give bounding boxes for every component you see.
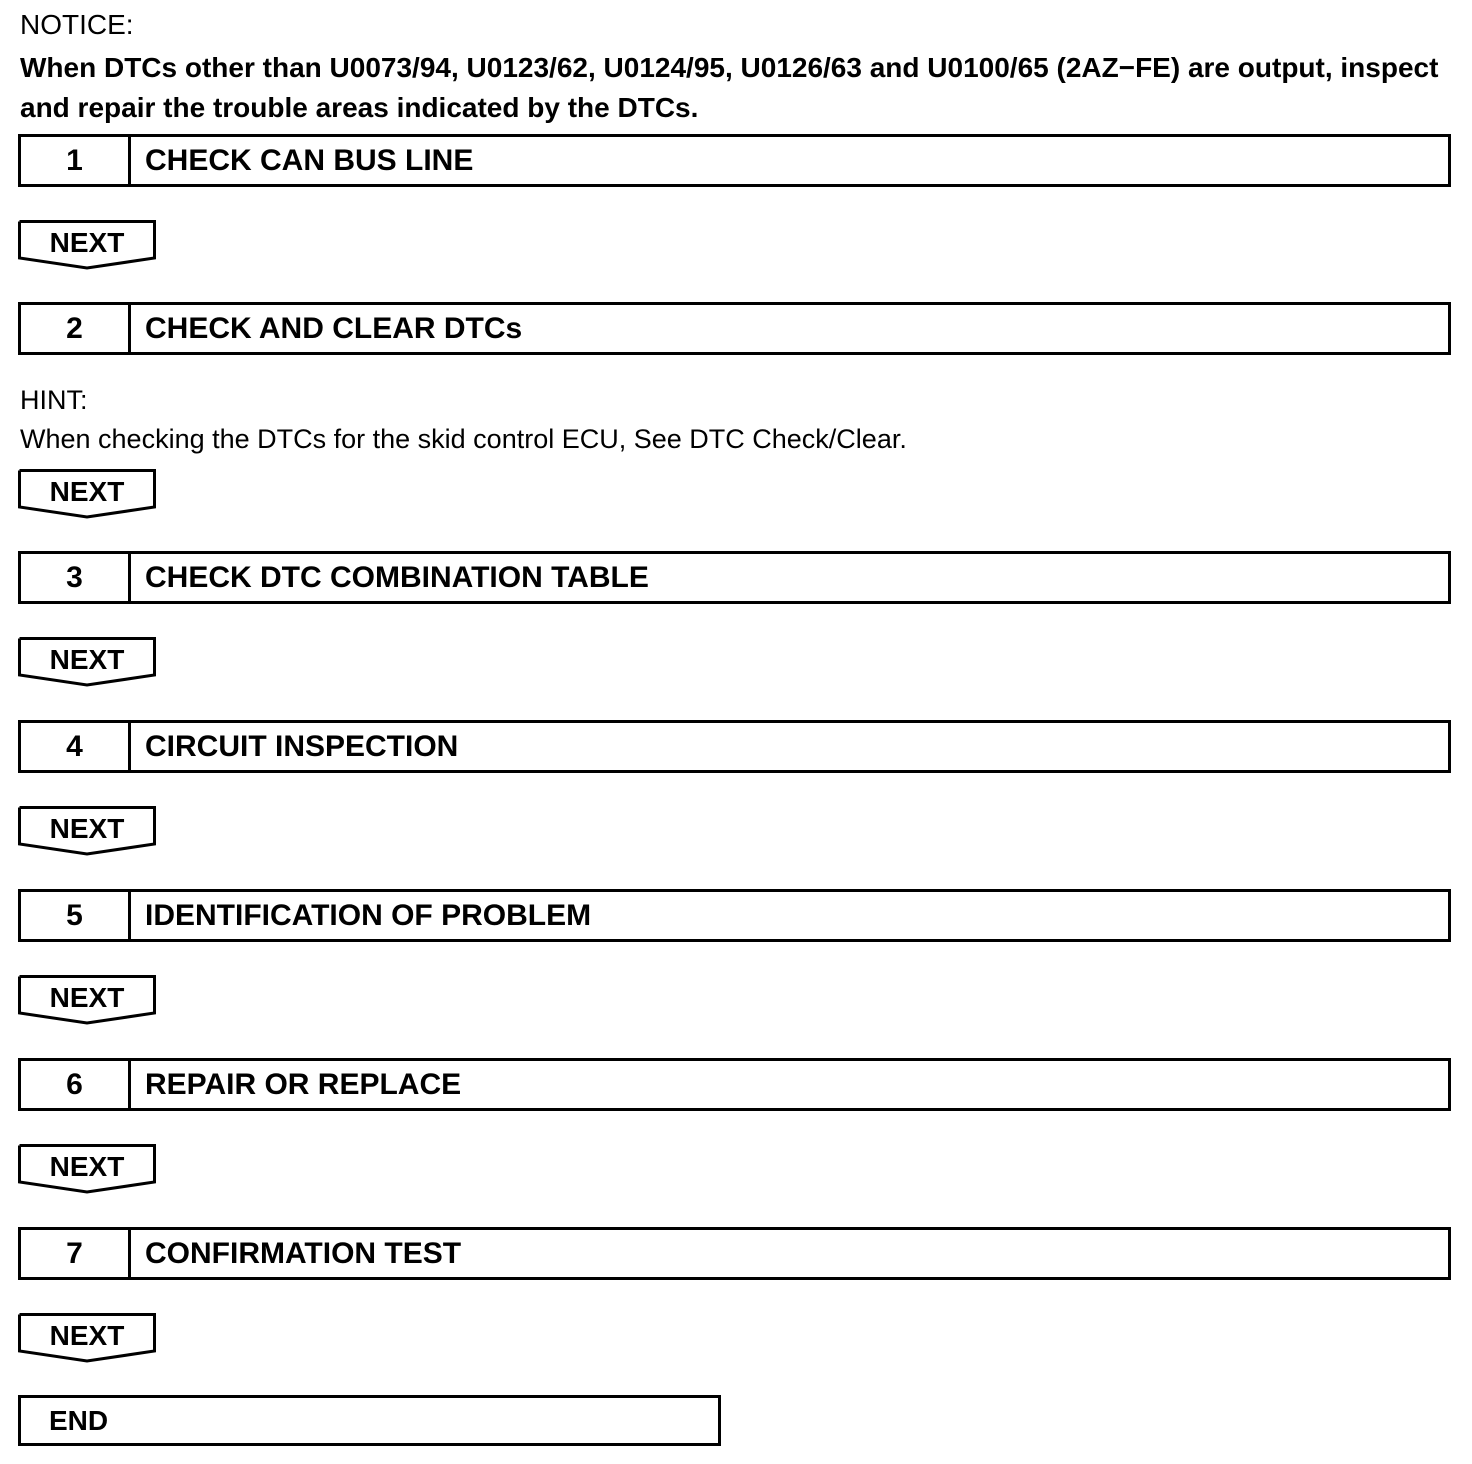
step-number: 5 <box>21 892 131 939</box>
next-label: NEXT <box>49 1320 125 1351</box>
next-arrow-5 <box>18 975 156 1025</box>
step-number: 6 <box>21 1061 131 1108</box>
step-number: 4 <box>21 723 131 770</box>
end-label: END <box>49 1404 109 1436</box>
next-arrow-1 <box>18 220 156 270</box>
next-arrow-4 <box>18 806 156 856</box>
notice-text: When DTCs other than U0073/94, U0123/62, U0124/95, U0126/63 and U0100/65 (2AZ−FE) are output, inspect and repair the trouble areas indicated by the DTCs. <box>20 52 1439 123</box>
step-6-box <box>18 1058 1451 1111</box>
step-1-box <box>18 134 1451 187</box>
next-label: NEXT <box>49 813 125 844</box>
step-title: CIRCUIT INSPECTION <box>145 729 459 763</box>
hint-label: HINT: <box>20 385 88 415</box>
step-title: IDENTIFICATION OF PROBLEM <box>145 898 592 932</box>
step-title: CHECK DTC COMBINATION TABLE <box>145 560 649 594</box>
step-title: CHECK AND CLEAR DTCs <box>145 311 523 345</box>
step-title: REPAIR OR REPLACE <box>145 1067 462 1101</box>
step-3-box <box>18 551 1451 604</box>
step-4-box <box>18 720 1451 773</box>
end-box <box>18 1395 721 1446</box>
step-number: 3 <box>21 554 131 601</box>
next-arrow-6 <box>18 1144 156 1194</box>
next-label: NEXT <box>49 227 125 258</box>
notice-label: NOTICE: <box>20 9 134 40</box>
step-2-box <box>18 302 1451 355</box>
next-label: NEXT <box>49 982 125 1013</box>
step-number: 7 <box>21 1230 131 1277</box>
step-number: 1 <box>21 137 131 184</box>
next-label: NEXT <box>49 1151 125 1182</box>
step-5-box <box>18 889 1451 942</box>
next-arrow-2 <box>18 469 156 519</box>
next-label: NEXT <box>49 476 125 507</box>
hint-text: When checking the DTCs for the skid control ECU, See DTC Check/Clear. <box>20 424 907 454</box>
step-7-box <box>18 1227 1451 1280</box>
step-title: CHECK CAN BUS LINE <box>145 143 474 177</box>
step-title: CONFIRMATION TEST <box>145 1236 462 1270</box>
next-arrow-3 <box>18 637 156 687</box>
next-arrow-7 <box>18 1313 156 1363</box>
next-label: NEXT <box>49 644 125 675</box>
step-number: 2 <box>21 305 131 352</box>
